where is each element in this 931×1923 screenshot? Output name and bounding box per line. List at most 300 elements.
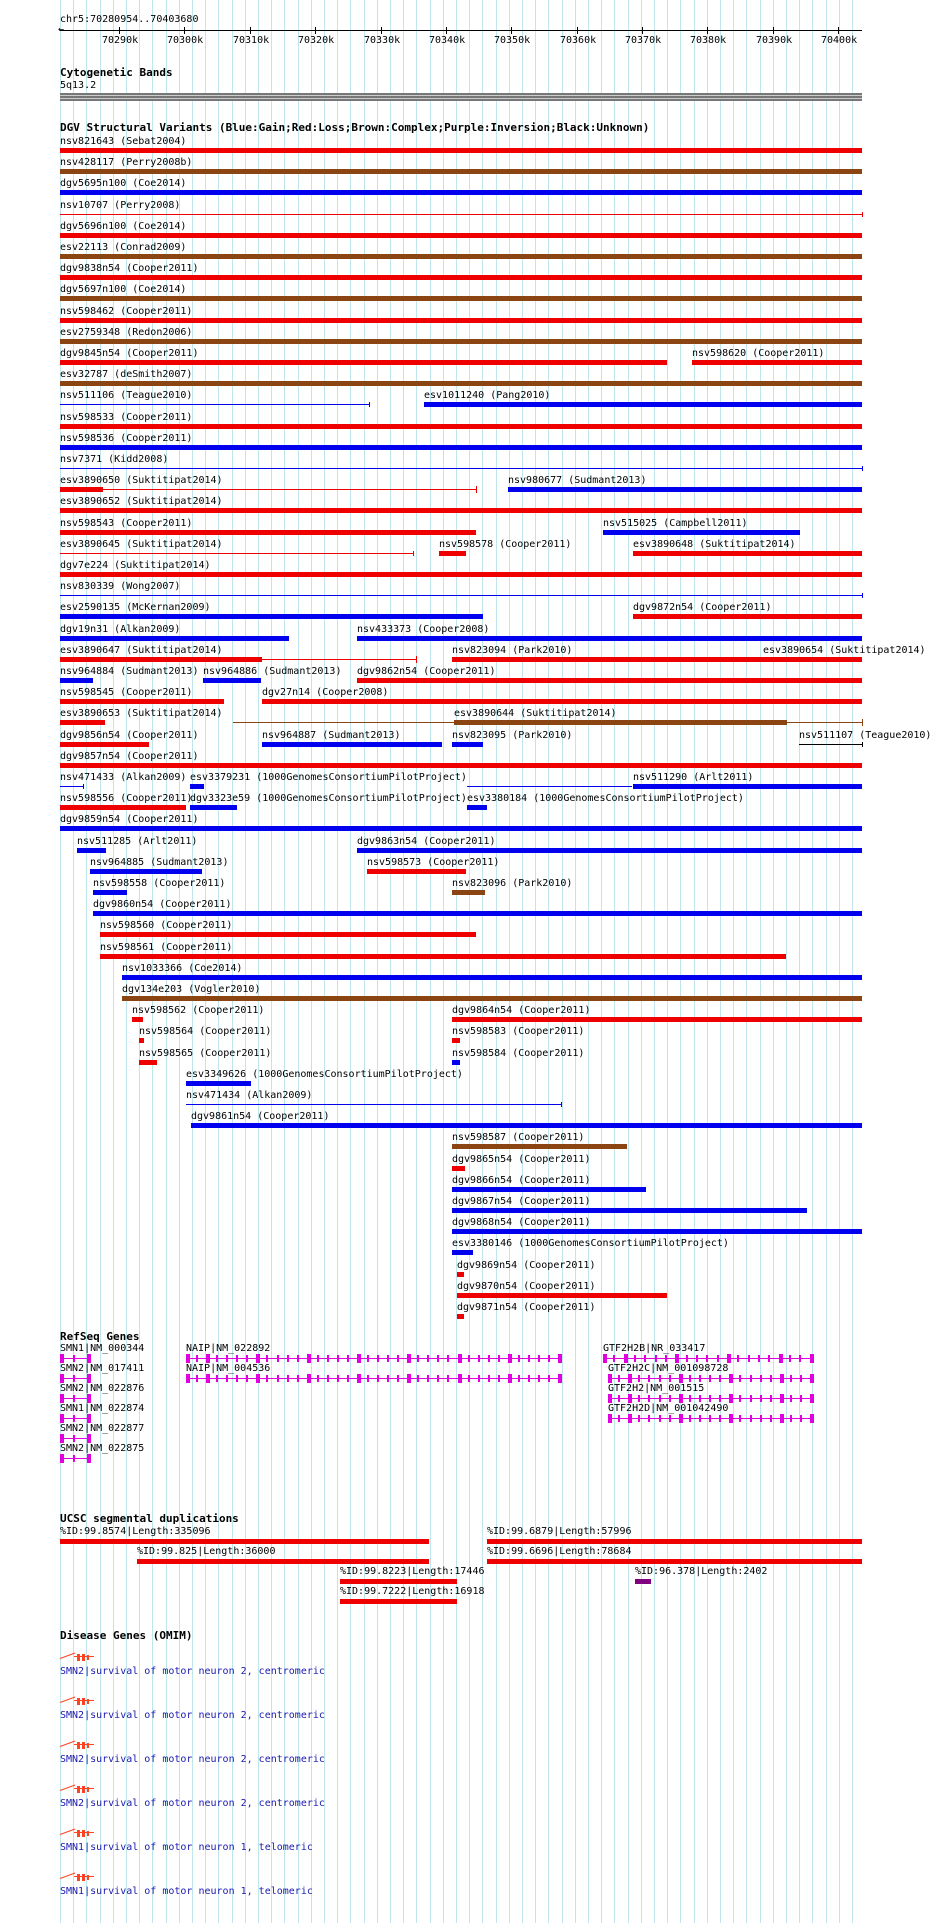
refseq-exon xyxy=(739,1395,741,1402)
dgv-variant-label: dgv3323e59 (1000GenomesConsortiumPilotProject) xyxy=(190,793,467,804)
omim-glyph-exon xyxy=(77,1874,80,1881)
dgv-variant-bar[interactable] xyxy=(452,1017,862,1022)
refseq-exon xyxy=(327,1375,329,1382)
dgv-variant-bar[interactable] xyxy=(60,636,289,641)
refseq-exon xyxy=(800,1375,802,1382)
dgv-variant-label: dgv9845n54 (Cooper2011) xyxy=(60,348,199,359)
refseq-exon xyxy=(468,1355,470,1362)
refseq-gene-label: NAIP|NM_022892 xyxy=(186,1343,271,1354)
refseq-exon xyxy=(679,1414,683,1423)
refseq-exon xyxy=(87,1454,91,1463)
dgv-variant-label: nsv823094 (Park2010) xyxy=(452,645,573,656)
dgv-variant-bar[interactable] xyxy=(60,233,862,238)
dgv-variant-label: dgv5696n100 (Coe2014) xyxy=(60,221,187,232)
grid-line xyxy=(707,0,708,1923)
dgv-variant-label: nsv598583 (Cooper2011) xyxy=(452,1026,585,1037)
refseq-exon xyxy=(638,1415,640,1422)
dgv-variant-bar[interactable] xyxy=(139,1038,144,1043)
dgv-variant-bar[interactable] xyxy=(262,742,442,747)
dgv-variant-label: dgv9867n54 (Cooper2011) xyxy=(452,1196,591,1207)
omim-glyph-exon xyxy=(82,1830,85,1837)
omim-glyph-exon xyxy=(82,1874,85,1881)
dgv-variant-bar[interactable] xyxy=(452,1208,807,1213)
grid-line xyxy=(232,0,233,1923)
dgv-variant-bar[interactable] xyxy=(633,551,862,556)
refseq-exon xyxy=(196,1375,198,1382)
omim-glyph-exon xyxy=(77,1654,80,1661)
dgv-variant-label: esv3349626 (1000GenomesConsortiumPilotProject) xyxy=(186,1069,463,1080)
refseq-exon xyxy=(377,1375,379,1382)
refseq-exon xyxy=(810,1374,814,1383)
refseq-exon xyxy=(638,1395,640,1402)
dgv-variant-bar[interactable] xyxy=(763,657,862,662)
grid-line xyxy=(839,0,840,1923)
omim-gene-label[interactable]: SMN2|survival of motor neuron 2, centromeric xyxy=(60,1666,325,1677)
ruler-tick-label: 70390k xyxy=(756,35,793,46)
grid-line xyxy=(416,0,417,1923)
refseq-exon xyxy=(377,1355,379,1362)
cytoband-highlight xyxy=(60,98,862,99)
dgv-variant-label: nsv598573 (Cooper2011) xyxy=(367,857,500,868)
ruler-tick-label: 70350k xyxy=(494,35,531,46)
dgv-variant-label: nsv433373 (Cooper2008) xyxy=(357,624,490,635)
grid-line xyxy=(799,0,800,1923)
dgv-variant-endcap xyxy=(83,784,84,789)
refseq-exon xyxy=(73,1375,75,1382)
ruler-tick xyxy=(184,27,185,34)
dgv-variant-bar[interactable] xyxy=(452,742,483,747)
refseq-exon xyxy=(87,1414,91,1423)
refseq-exon xyxy=(447,1375,449,1382)
refseq-exon xyxy=(538,1375,540,1382)
dgv-variant-bar[interactable] xyxy=(100,932,476,937)
dgv-variant-line[interactable] xyxy=(60,214,862,215)
refseq-exon xyxy=(478,1375,480,1382)
refseq-exon xyxy=(508,1374,512,1383)
segdup-bar[interactable] xyxy=(340,1579,457,1584)
refseq-exon xyxy=(226,1375,228,1382)
dgv-variant-bar[interactable] xyxy=(452,1038,460,1043)
dgv-variant-bar[interactable] xyxy=(357,636,862,641)
dgv-variant-line[interactable] xyxy=(186,1104,561,1105)
dgv-variant-bar[interactable] xyxy=(457,1272,464,1277)
dgv-variant-bar[interactable] xyxy=(357,678,862,683)
dgv-variant-line[interactable] xyxy=(60,786,83,787)
refseq-exon xyxy=(60,1354,64,1363)
refseq-gene-label: NAIP|NM_004536 xyxy=(186,1363,271,1374)
refseq-exon xyxy=(498,1355,500,1362)
refseq-exon xyxy=(226,1355,228,1362)
dgv-variant-endcap xyxy=(862,742,863,747)
omim-gene-glyph-icon[interactable] xyxy=(60,1696,94,1708)
dgv-variant-bar[interactable] xyxy=(60,720,105,725)
refseq-exon xyxy=(458,1354,462,1363)
ruler-tick-label: 70320k xyxy=(298,35,335,46)
dgv-variant-bar[interactable] xyxy=(186,1081,251,1086)
dgv-variant-bar[interactable] xyxy=(424,402,862,407)
refseq-exon xyxy=(717,1355,719,1362)
refseq-gene-model[interactable] xyxy=(186,1373,561,1384)
refseq-exon xyxy=(407,1354,411,1363)
grid-line xyxy=(364,0,365,1923)
dgv-variant-bar[interactable] xyxy=(122,975,862,980)
ruler-tick xyxy=(577,27,578,34)
dgv-variant-tail xyxy=(262,659,416,660)
dgv-variant-tail xyxy=(787,722,862,723)
refseq-exon xyxy=(750,1395,752,1402)
dgv-variant-bar[interactable] xyxy=(60,614,483,619)
dgv-variant-bar[interactable] xyxy=(60,296,862,301)
dgv-variant-bar[interactable] xyxy=(60,169,862,174)
dgv-variant-label: nsv598565 (Cooper2011) xyxy=(139,1048,272,1059)
refseq-exon xyxy=(518,1355,520,1362)
ruler-tick-label: 70380k xyxy=(690,35,727,46)
dgv-variant-bar[interactable] xyxy=(452,1250,473,1255)
dgv-variant-label: esv3890644 (Suktitipat2014) xyxy=(454,708,617,719)
dgv-variant-label: nsv598545 (Cooper2011) xyxy=(60,687,193,698)
omim-gene-glyph-icon[interactable] xyxy=(60,1784,94,1796)
dgv-variant-bar[interactable] xyxy=(508,487,862,492)
dgv-variant-label: esv3380184 (1000GenomesConsortiumPilotProject) xyxy=(467,793,744,804)
dgv-variant-endcap xyxy=(413,551,414,556)
refseq-exon xyxy=(750,1375,752,1382)
dgv-variant-bar[interactable] xyxy=(93,911,862,916)
refseq-exon xyxy=(768,1355,770,1362)
grid-line xyxy=(733,0,734,1923)
dgv-variant-bar[interactable] xyxy=(60,530,476,535)
dgv-variant-endcap xyxy=(862,593,863,598)
refseq-exon xyxy=(779,1354,783,1363)
refseq-exon xyxy=(799,1355,801,1362)
refseq-exon xyxy=(699,1375,701,1382)
ruler-tick xyxy=(707,27,708,34)
segdup-bar[interactable] xyxy=(60,1539,429,1544)
dgv-variant-bar[interactable] xyxy=(452,890,485,895)
refseq-exon xyxy=(367,1355,369,1362)
refseq-exon xyxy=(628,1374,632,1383)
ruler-tick xyxy=(511,27,512,34)
segdup-label: %ID:99.6696|Length:78684 xyxy=(487,1546,632,1557)
refseq-exon xyxy=(558,1354,562,1363)
dgv-variant-bar[interactable] xyxy=(262,699,862,704)
refseq-exon xyxy=(729,1394,733,1403)
refseq-exon xyxy=(447,1355,449,1362)
refseq-exon xyxy=(608,1394,612,1403)
grid-line xyxy=(324,0,325,1923)
dgv-variant-bar[interactable] xyxy=(452,1187,646,1192)
dgv-variant-label: nsv964886 (Sudmant2013) xyxy=(203,666,342,677)
dgv-variant-label: dgv5695n100 (Coe2014) xyxy=(60,178,187,189)
dgv-variant-bar[interactable] xyxy=(603,530,800,535)
refseq-exon xyxy=(679,1394,683,1403)
grid-line xyxy=(337,0,338,1923)
dgv-variant-line[interactable] xyxy=(60,404,369,405)
grid-line xyxy=(773,0,774,1923)
dgv-variant-bar[interactable] xyxy=(100,954,786,959)
refseq-exon xyxy=(800,1395,802,1402)
dgv-variant-endcap xyxy=(862,719,863,726)
dgv-variant-line[interactable] xyxy=(60,595,862,596)
refseq-exon xyxy=(706,1355,708,1362)
dgv-variant-bar[interactable] xyxy=(633,614,862,619)
dgv-variant-bar[interactable] xyxy=(60,742,149,747)
refseq-gene-label: SMN1|NM_000344 xyxy=(60,1343,145,1354)
refseq-exon xyxy=(317,1375,319,1382)
dgv-variant-bar[interactable] xyxy=(60,508,862,513)
dgv-variant-bar[interactable] xyxy=(60,339,862,344)
dgv-variant-bar[interactable] xyxy=(60,699,224,704)
refseq-exon xyxy=(659,1415,661,1422)
grid-line xyxy=(562,0,563,1923)
dgv-variant-bar[interactable] xyxy=(439,551,466,556)
omim-glyph-exon xyxy=(82,1786,85,1793)
dgv-variant-label: nsv598462 (Cooper2011) xyxy=(60,306,193,317)
refseq-exon xyxy=(427,1375,429,1382)
dgv-variant-label: nsv7371 (Kidd2008) xyxy=(60,454,169,465)
refseq-exon xyxy=(727,1354,731,1363)
dgv-variant-label: dgv9861n54 (Cooper2011) xyxy=(191,1111,330,1122)
dgv-variant-label: dgv9864n54 (Cooper2011) xyxy=(452,1005,591,1016)
omim-glyph-exon xyxy=(87,1655,89,1660)
dgv-variant-label: nsv511107 (Teague2010) xyxy=(799,730,931,741)
refseq-exon xyxy=(669,1375,671,1382)
refseq-exon xyxy=(709,1415,711,1422)
dgv-variant-line[interactable] xyxy=(60,553,413,554)
grid-line xyxy=(430,0,431,1923)
omim-gene-label[interactable]: SMN1|survival of motor neuron 1, telomeric xyxy=(60,1886,313,1897)
dgv-variant-bar[interactable] xyxy=(452,1166,465,1171)
omim-gene-glyph-icon[interactable] xyxy=(60,1652,94,1664)
dgv-variant-label: dgv5697n100 (Coe2014) xyxy=(60,284,187,295)
dgv-variant-bar[interactable] xyxy=(139,1060,157,1065)
refseq-exon xyxy=(780,1414,784,1423)
dgv-variant-bar[interactable] xyxy=(60,805,186,810)
refseq-exon xyxy=(608,1414,612,1423)
grid-line xyxy=(601,0,602,1923)
omim-gene-label[interactable]: SMN2|survival of motor neuron 2, centromeric xyxy=(60,1754,325,1765)
dgv-variant-bar[interactable] xyxy=(190,805,237,810)
refseq-exon xyxy=(780,1394,784,1403)
dgv-variant-label: dgv9869n54 (Cooper2011) xyxy=(457,1260,596,1271)
segdup-bar[interactable] xyxy=(340,1599,457,1604)
refseq-exon xyxy=(397,1355,399,1362)
ruler-tick xyxy=(119,27,120,34)
grid-line xyxy=(496,0,497,1923)
dgv-variant-bar[interactable] xyxy=(357,848,862,853)
dgv-variant-bar[interactable] xyxy=(60,275,862,280)
grid-line xyxy=(403,0,404,1923)
refseq-gene-model[interactable] xyxy=(60,1453,90,1464)
refseq-exon xyxy=(679,1374,683,1383)
refseq-exon xyxy=(699,1415,701,1422)
refseq-exon xyxy=(709,1395,711,1402)
refseq-exon xyxy=(780,1374,784,1383)
dgv-variant-label: esv3890647 (Suktitipat2014) xyxy=(60,645,223,656)
refseq-exon xyxy=(669,1415,671,1422)
dgv-variant-label: dgv9865n54 (Cooper2011) xyxy=(452,1154,591,1165)
refseq-gene-label: SMN2|NM_017411 xyxy=(60,1363,145,1374)
dgv-variant-bar[interactable] xyxy=(60,318,862,323)
dgv-variant-tail xyxy=(103,489,476,490)
ruler-tick-label: 70370k xyxy=(625,35,662,46)
omim-gene-glyph-icon[interactable] xyxy=(60,1740,94,1752)
ruler-axis xyxy=(60,30,862,31)
segdup-label: %ID:99.8574|Length:335096 xyxy=(60,1526,211,1537)
dgv-variant-label: dgv9859n54 (Cooper2011) xyxy=(60,814,199,825)
dgv-variant-line[interactable] xyxy=(799,744,862,745)
ruler-tick-label: 70300k xyxy=(167,35,204,46)
dgv-variant-line[interactable] xyxy=(60,468,862,469)
refseq-exon xyxy=(558,1374,562,1383)
segdup-bar[interactable] xyxy=(487,1539,862,1544)
refseq-gene-label: GTF2H2B|NR_033417 xyxy=(603,1343,706,1354)
refseq-intron-line xyxy=(60,1398,90,1399)
omim-gene-label[interactable]: SMN1|survival of motor neuron 1, telomeric xyxy=(60,1842,313,1853)
dgv-variant-bar[interactable] xyxy=(457,1314,464,1319)
dgv-variant-label: nsv471433 (Alkan2009) xyxy=(60,772,187,783)
grid-line xyxy=(390,0,391,1923)
dgv-variant-bar[interactable] xyxy=(633,784,862,789)
refseq-exon xyxy=(287,1355,289,1362)
refseq-exon xyxy=(206,1374,210,1383)
segdup-label: %ID:99.7222|Length:16918 xyxy=(340,1586,485,1597)
dgv-variant-bar[interactable] xyxy=(452,1229,862,1234)
omim-glyph-exon xyxy=(77,1698,80,1705)
refseq-intron-line xyxy=(186,1358,561,1359)
dgv-variant-bar[interactable] xyxy=(203,678,261,683)
refseq-exon xyxy=(634,1355,636,1362)
dgv-variant-bar[interactable] xyxy=(122,996,862,1001)
refseq-exon xyxy=(750,1415,752,1422)
grid-line xyxy=(614,0,615,1923)
ruler-tick-label: 70290k xyxy=(102,35,139,46)
ruler-tick xyxy=(446,27,447,34)
dgv-variant-bar[interactable] xyxy=(60,572,862,577)
grid-line xyxy=(575,0,576,1923)
refseq-gene-model[interactable] xyxy=(608,1413,813,1424)
dgv-variant-label: dgv9872n54 (Cooper2011) xyxy=(633,602,772,613)
dgv-variant-bar[interactable] xyxy=(452,1144,627,1149)
dgv-variant-bar[interactable] xyxy=(60,381,862,386)
omim-glyph-exon xyxy=(77,1786,80,1793)
refseq-exon xyxy=(810,1394,814,1403)
dgv-variant-bar[interactable] xyxy=(90,869,202,874)
refseq-gene-label: SMN2|NM_022876 xyxy=(60,1383,145,1394)
grid-line xyxy=(852,0,853,1923)
grid-line xyxy=(760,0,761,1923)
omim-glyph-line xyxy=(60,1829,75,1835)
refseq-exon xyxy=(468,1375,470,1382)
grid-line xyxy=(588,0,589,1923)
refseq-exon xyxy=(760,1375,762,1382)
refseq-exon xyxy=(618,1395,620,1402)
grid-line xyxy=(218,0,219,1923)
refseq-exon xyxy=(236,1375,238,1382)
refseq-exon xyxy=(644,1355,646,1362)
grid-line xyxy=(667,0,668,1923)
grid-line xyxy=(522,0,523,1923)
grid-line xyxy=(469,0,470,1923)
refseq-exon xyxy=(709,1375,711,1382)
omim-glyph-exon xyxy=(87,1875,89,1880)
refseq-exon xyxy=(689,1395,691,1402)
dgv-variant-bar[interactable] xyxy=(60,826,862,831)
dgv-variant-bar[interactable] xyxy=(60,148,862,153)
dgv-variant-label: dgv9860n54 (Cooper2011) xyxy=(93,899,232,910)
refseq-exon xyxy=(538,1355,540,1362)
dgv-variant-label: esv3890652 (Suktitipat2014) xyxy=(60,496,223,507)
dgv-variant-bar[interactable] xyxy=(60,254,862,259)
refseq-exon xyxy=(60,1414,64,1423)
refseq-exon xyxy=(699,1395,701,1402)
dgv-variant-bar[interactable] xyxy=(60,487,103,492)
refseq-exon xyxy=(748,1355,750,1362)
dgv-variant-bar[interactable] xyxy=(60,763,862,768)
grid-line xyxy=(350,0,351,1923)
grid-line xyxy=(628,0,629,1923)
dgv-variant-label: esv2590135 (McKernan2009) xyxy=(60,602,211,613)
refseq-exon xyxy=(417,1375,419,1382)
dgv-variant-bar[interactable] xyxy=(454,720,787,725)
refseq-exon xyxy=(675,1354,679,1363)
refseq-exon xyxy=(236,1355,238,1362)
refseq-exon xyxy=(719,1375,721,1382)
dgv-variant-label: dgv9862n54 (Cooper2011) xyxy=(357,666,496,677)
dgv-variant-bar[interactable] xyxy=(367,869,466,874)
refseq-exon xyxy=(437,1355,439,1362)
dgv-variant-bar[interactable] xyxy=(132,1017,143,1022)
dgv-variant-bar[interactable] xyxy=(60,424,862,429)
refseq-intron-line xyxy=(60,1438,90,1439)
refseq-exon xyxy=(458,1374,462,1383)
dgv-variant-bar[interactable] xyxy=(60,678,93,683)
segdup-bar[interactable] xyxy=(137,1559,429,1564)
refseq-exon xyxy=(488,1355,490,1362)
refseq-exon xyxy=(618,1415,620,1422)
grid-line xyxy=(509,0,510,1923)
dgv-variant-bar[interactable] xyxy=(190,784,204,789)
dgv-variant-label: nsv964884 (Sudmant2013) xyxy=(60,666,199,677)
refseq-exon xyxy=(624,1354,628,1363)
segdup-bar[interactable] xyxy=(635,1579,651,1584)
dgv-variant-bar[interactable] xyxy=(457,1293,667,1298)
dgv-variant-bar[interactable] xyxy=(60,445,862,450)
refseq-exon xyxy=(789,1355,791,1362)
dgv-variant-bar[interactable] xyxy=(467,805,487,810)
refseq-exon xyxy=(689,1375,691,1382)
dgv-variant-bar[interactable] xyxy=(77,848,106,853)
omim-gene-glyph-icon[interactable] xyxy=(60,1828,94,1840)
ruler-tick xyxy=(642,27,643,34)
refseq-exon xyxy=(638,1375,640,1382)
refseq-track-title: RefSeq Genes xyxy=(60,1330,140,1343)
dgv-variant-bar[interactable] xyxy=(452,1060,460,1065)
refseq-exon xyxy=(669,1395,671,1402)
dgv-variant-bar[interactable] xyxy=(191,1123,862,1128)
omim-gene-glyph-icon[interactable] xyxy=(60,1872,94,1884)
dgv-variant-bar[interactable] xyxy=(60,657,262,662)
segdup-bar[interactable] xyxy=(487,1559,862,1564)
dgv-variant-bar[interactable] xyxy=(60,360,667,365)
dgv-variant-bar[interactable] xyxy=(692,360,862,365)
dgv-variant-bar[interactable] xyxy=(93,890,127,895)
omim-gene-label[interactable]: SMN2|survival of motor neuron 2, centromeric xyxy=(60,1710,325,1721)
dgv-variant-label: nsv598564 (Cooper2011) xyxy=(139,1026,272,1037)
refseq-exon xyxy=(758,1355,760,1362)
dgv-variant-label: nsv598533 (Cooper2011) xyxy=(60,412,193,423)
dgv-variant-bar[interactable] xyxy=(60,190,862,195)
omim-gene-label[interactable]: SMN2|survival of motor neuron 2, centromeric xyxy=(60,1798,325,1809)
